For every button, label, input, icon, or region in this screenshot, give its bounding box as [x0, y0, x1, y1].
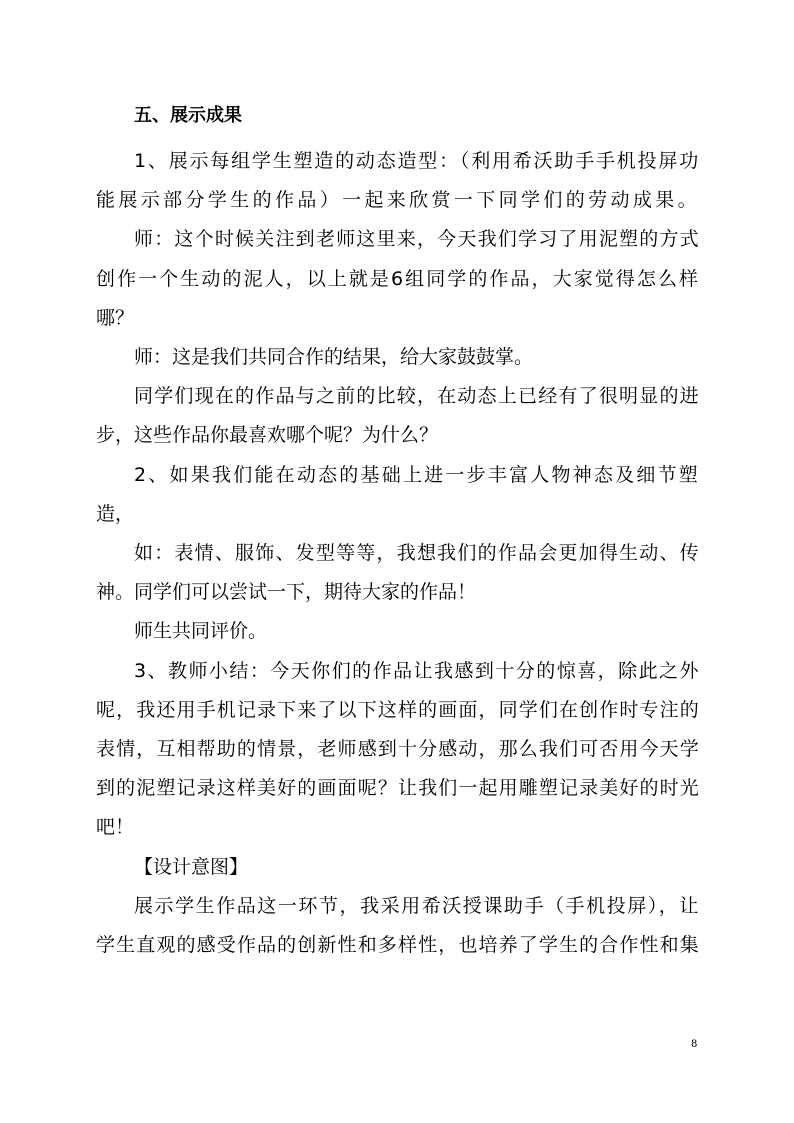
text-line: 2、如果我们能在动态的基础上进一步丰富人物神态及细节塑	[134, 463, 701, 486]
text-line: 哪？	[96, 306, 135, 329]
text-line: 3、教师小结：今天你们的作品让我感到十分的惊喜，除此之外	[134, 659, 700, 682]
text-line: 造，	[96, 502, 135, 525]
text-line: 神。同学们可以尝试一下，期待大家的作品！	[96, 581, 477, 604]
text-line: 步，这些作品你最喜欢哪个呢？为什么？	[96, 424, 439, 447]
section-heading: 五、展示成果	[134, 105, 242, 126]
text-line: 如：表情、服饰、发型等等，我想我们的作品会更加得生动、传	[134, 542, 700, 564]
text-line: 师：这个时候关注到老师这里来，今天我们学习了用泥塑的方式	[134, 228, 700, 251]
text-line: 表情，互相帮助的情景，老师感到十分感动，那么我们可否用今天学	[96, 738, 700, 760]
text-line: 吧！	[96, 816, 135, 839]
text-line: 能展示部分学生的作品）一起来欣赏一下同学们的劳动成果。	[96, 189, 700, 212]
text-line: 创作一个生动的泥人，以上就是6组同学的作品，大家觉得怎么样	[96, 267, 701, 290]
text-line: 学生直观的感受作品的创新性和多样性，也培养了学生的合作性和集	[96, 934, 700, 956]
text-line: 1、展示每组学生塑造的动态造型：（利用希沃助手手机投屏功	[134, 150, 700, 172]
text-line: 师生共同评价。	[134, 620, 268, 643]
text-line: 【设计意图】	[134, 855, 249, 878]
text-line: 师：这是我们共同合作的结果，给大家鼓鼓掌。	[134, 346, 534, 368]
text-line: 展示学生作品这一环节，我采用希沃授课助手（手机投屏），让	[134, 894, 700, 917]
text-line: 同学们现在的作品与之前的比较，在动态上已经有了很明显的进	[134, 385, 700, 408]
text-line: 呢，我还用手机记录下来了以下这样的画面，同学们在创作时专注的	[96, 698, 700, 721]
text-line: 到的泥塑记录这样美好的画面呢？让我们一起用雕塑记录美好的时光	[96, 777, 700, 800]
page-number: 8	[691, 1039, 698, 1050]
